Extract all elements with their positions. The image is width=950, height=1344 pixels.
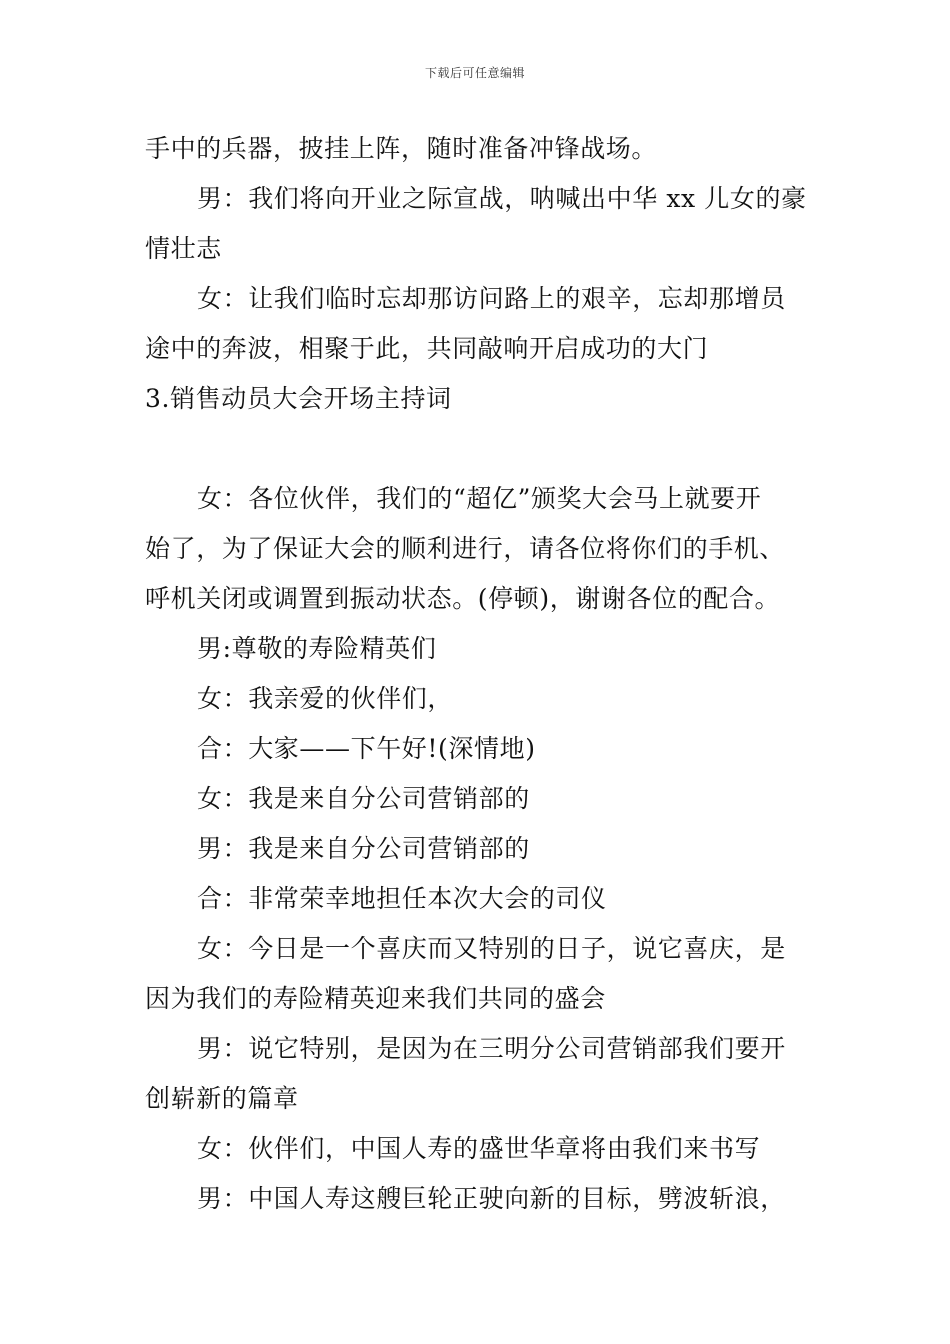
paragraph-line: 女：我是来自分公司营销部的 (197, 784, 530, 813)
paragraph-line: 因为我们的寿险精英迎来我们共同的盛会 (145, 984, 606, 1013)
paragraph-line: 女：伙伴们，中国人寿的盛世华章将由我们来书写 (197, 1134, 761, 1163)
paragraph-line: 男：我是来自分公司营销部的 (197, 834, 530, 863)
paragraph-line: 女：今日是一个喜庆而又特别的日子，说它喜庆，是 (197, 934, 786, 963)
page-header: 下载后可任意编辑 (424, 66, 525, 80)
paragraph-line: 女：各位伙伴，我们的“超亿”颁奖大会马上就要开 (197, 484, 762, 513)
paragraph-line: 女：让我们临时忘却那访问路上的艰辛，忘却那增员 (197, 284, 786, 313)
section-heading: 3.销售动员大会开场主持词 (145, 384, 452, 413)
paragraph-line: 始了，为了保证大会的顺利进行，请各位将你们的手机、 (145, 534, 786, 563)
paragraph-line: 男：中国人寿这艘巨轮正驶向新的目标，劈波斩浪， (197, 1184, 786, 1213)
paragraph-line: 途中的奔波，相聚于此，共同敲响开启成功的大门 (145, 334, 709, 363)
paragraph-line: 手中的兵器，披挂上阵，随时准备冲锋战场。 (145, 134, 658, 163)
paragraph-line: 情壮志 (145, 234, 222, 263)
paragraph-line: 男：我们将向开业之际宣战，呐喊出中华 xx 儿女的豪 (197, 184, 807, 213)
paragraph-line: 男:尊敬的寿险精英们 (197, 634, 437, 663)
paragraph-line: 创崭新的篇章 (145, 1084, 299, 1113)
paragraph-line: 呼机关闭或调置到振动状态。(停顿)，谢谢各位的配合。 (145, 584, 781, 613)
document-body (145, 124, 811, 1224)
paragraph-line: 合：大家——下午好!(深情地) (197, 734, 536, 763)
paragraph-line: 女：我亲爱的伙伴们， (197, 684, 454, 713)
blank-line (145, 424, 811, 474)
paragraph-line: 合：非常荣幸地担任本次大会的司仪 (197, 884, 607, 913)
paragraph-line: 男：说它特别，是因为在三明分公司营销部我们要开 (197, 1034, 786, 1063)
